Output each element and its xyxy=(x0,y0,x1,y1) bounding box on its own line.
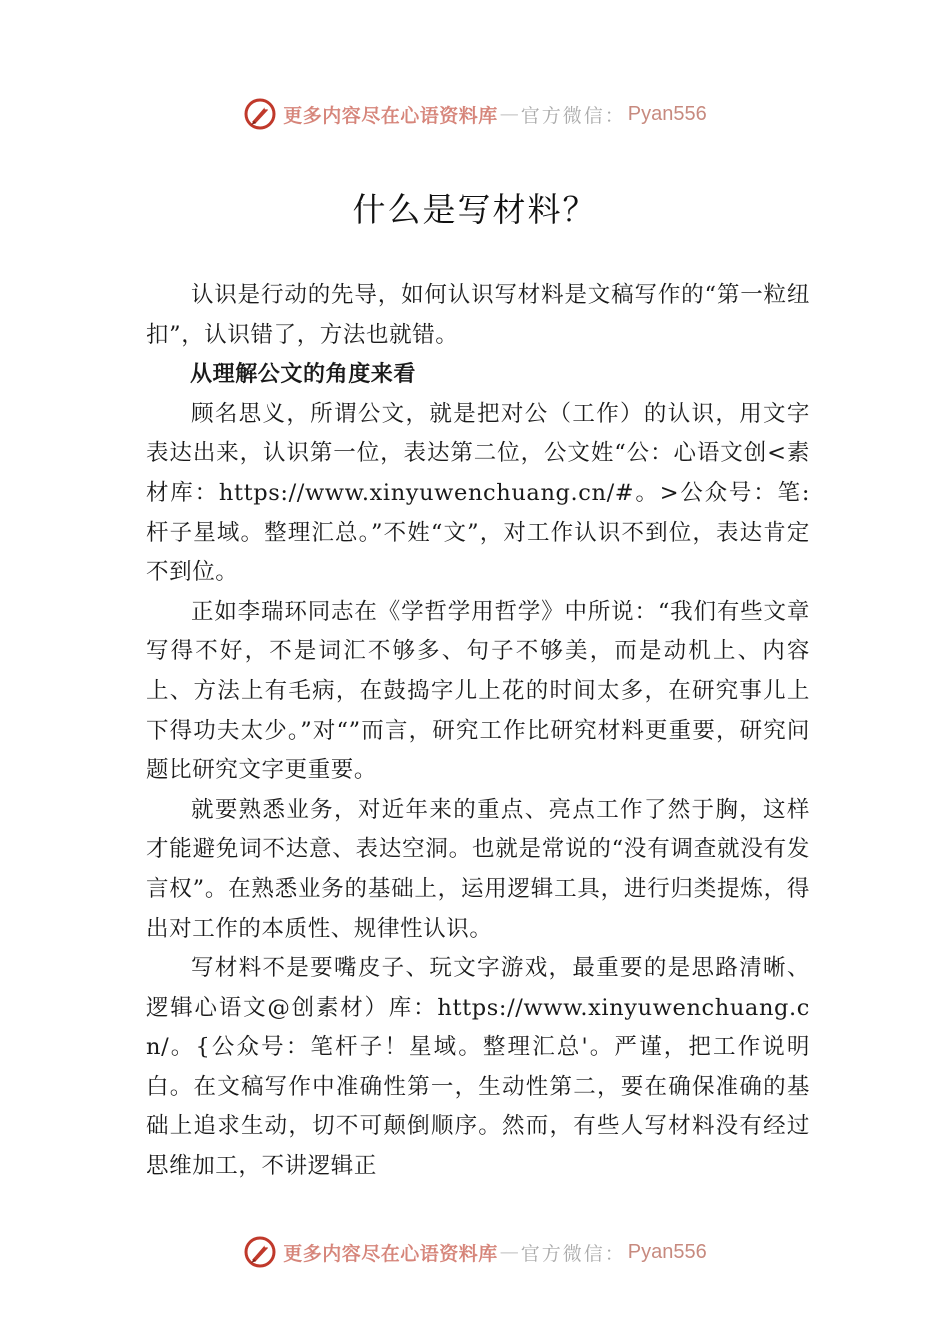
pen-logo-icon xyxy=(243,97,277,131)
banner-dash: — xyxy=(499,1241,519,1263)
paragraph: 顾名思义，所谓公文，就是把对公（工作）的认识，用文字表达出来，认识第一位，表达第二位，公文姓“公：心语文创<素材库：https://www.xinyuwenchuang.cn/#。>公众号：笔:杆子星域。整理汇总。”不姓“文”，对工作认识不到位，表达肯定不到位。 xyxy=(146,400,810,586)
document-body xyxy=(146,276,810,1187)
banner-wechat-label: 官方微信： xyxy=(520,104,626,127)
section-heading: 从理解公文的角度来看 xyxy=(190,362,417,388)
paragraph: 正如李瑞环同志在《学哲学用哲学》中所说：“我们有些文章写得不好，不是词汇不够多、句子不够美，而是动机上、内容上、方法上有毛病，在鼓捣字儿上花的时间太多，在研究事儿上下得功夫太少。”对“”而言，研究工作比研究材料更重要，研究问题比研究文字更重要。 xyxy=(146,598,810,784)
page-title: 什么是写材料？ xyxy=(352,190,598,229)
banner-main-text: 更多内容尽在心语资料库 xyxy=(283,1242,498,1265)
pen-logo-icon xyxy=(243,1235,277,1269)
banner-wechat-id: Pyan556 xyxy=(627,102,707,125)
paragraph: 认识是行动的先导，如何认识写材料是文稿写作的“第一粒纽扣”，认识错了，方法也就错。 xyxy=(146,282,810,348)
paragraph: 就要熟悉业务，对近年来的重点、亮点工作了然于胸，这样才能避免词不达意、表达空洞。也就是常说的“没有调查就没有发言权”。在熟悉业务的基础上，运用逻辑工具，进行归类提炼，得出对工作的本质性、规律性认识。 xyxy=(146,796,810,942)
banner-wechat-id: Pyan556 xyxy=(627,1240,707,1263)
footer-banner xyxy=(0,1232,950,1272)
paragraph: 写材料不是要嘴皮子、玩文字游戏，最重要的是思路清晰、逻辑心语文@创素材）库：https://www.xinyuwenchuang.cn/。{公众号：笔杆子！星域。整理汇总'。严谨，把工作说明白。在文稿写作中准确性第一，生动性第二，要在确保准确的基础上追求生动，切不可颠倒顺序。然而，有些人写材料没有经过思维加工，不讲逻辑正 xyxy=(146,955,810,1180)
banner-dash: — xyxy=(499,103,519,125)
header-banner xyxy=(0,94,950,134)
banner-main-text: 更多内容尽在心语资料库 xyxy=(283,104,498,127)
banner-wechat-label: 官方微信： xyxy=(520,1242,626,1265)
